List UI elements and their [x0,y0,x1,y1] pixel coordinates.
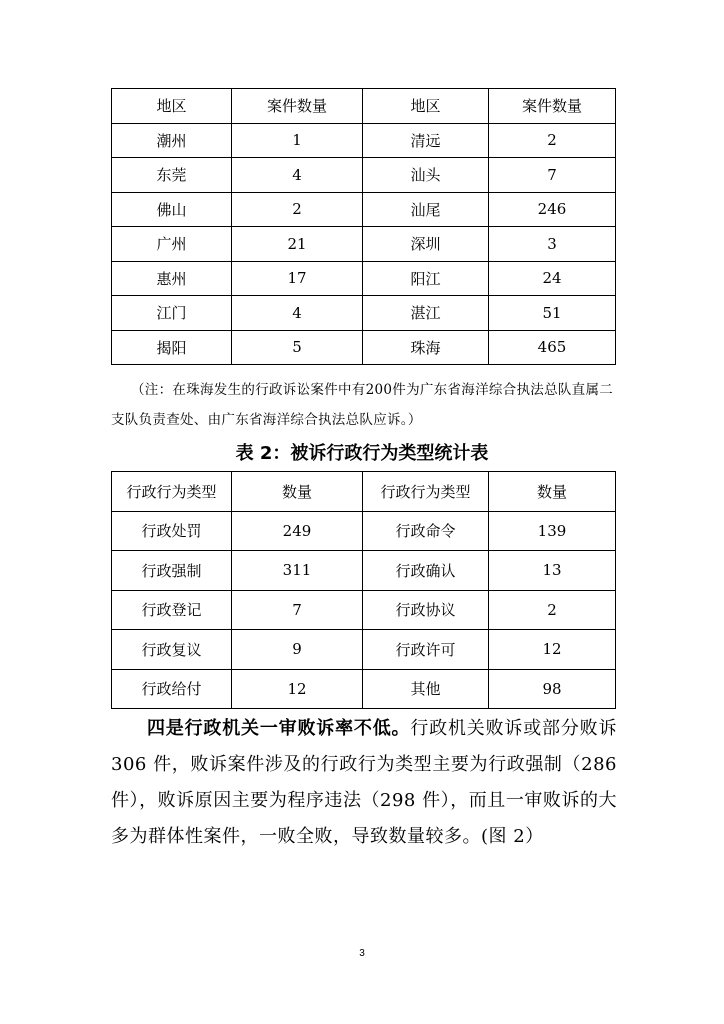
table-cell: 揭阳 [112,330,232,365]
table-cell: 行政复议 [112,630,232,670]
table-cell: 行政命令 [363,511,489,551]
table-cell: 139 [489,511,616,551]
table-cell: 9 [232,630,363,670]
table-row [112,669,616,709]
action-type-table [111,471,616,709]
table-row [112,261,616,296]
table-cell: 行政确认 [363,551,489,591]
table-cell: 2 [489,123,616,158]
table-header-cell: 数量 [489,472,616,512]
table-cell: 清远 [363,123,489,158]
page-number: 3 [359,948,365,959]
table-cell: 潮州 [112,123,232,158]
table-cell: 311 [232,551,363,591]
table-cell: 5 [232,330,363,365]
region-case-table [111,88,616,365]
table-header-cell: 地区 [363,89,489,124]
table-row [112,551,616,591]
table-cell: 惠州 [112,261,232,296]
body-paragraph [111,711,617,855]
table-cell: 465 [489,330,616,365]
table-cell: 其他 [363,669,489,709]
table-row [112,296,616,331]
table-cell: 12 [232,669,363,709]
table-row [112,192,616,227]
table-row [112,158,616,193]
table-cell: 13 [489,551,616,591]
table-cell: 7 [232,590,363,630]
table-cell: 98 [489,669,616,709]
table-cell: 249 [232,511,363,551]
table-cell: 3 [489,227,616,262]
table-cell: 4 [232,296,363,331]
table-cell: 广州 [112,227,232,262]
table-cell: 佛山 [112,192,232,227]
table-row [112,227,616,262]
table-cell: 7 [489,158,616,193]
table-header-cell: 数量 [232,472,363,512]
table-header-cell: 案件数量 [232,89,363,124]
table-cell: 行政许可 [363,630,489,670]
table-cell: 51 [489,296,616,331]
table-header-cell: 行政行为类型 [112,472,232,512]
table-row [112,630,616,670]
table-cell: 湛江 [363,296,489,331]
table-cell: 24 [489,261,616,296]
table-header-cell: 地区 [112,89,232,124]
paragraph-lead: 四是行政机关一审败诉率不低。 [147,718,411,739]
table-row [112,511,616,551]
table2-title: 表 2：被诉行政行为类型统计表 [235,443,489,464]
table-cell: 行政给付 [112,669,232,709]
table-cell: 行政强制 [112,551,232,591]
table-cell: 行政协议 [363,590,489,630]
table-cell: 阳江 [363,261,489,296]
table-cell: 2 [489,590,616,630]
table-cell: 汕尾 [363,192,489,227]
table-row [112,330,616,365]
paragraph-body: 行政机关败诉或部分败诉 306 件，败诉案件涉及的行政行为类型主要为行政强制（286 件），败诉原因主要为程序违法（298 件），而且一审败诉的大多为群体性案件，一败全败，导致数量较多。(图 2） [111,718,617,847]
table-cell: 2 [232,192,363,227]
table-cell: 珠海 [363,330,489,365]
table-cell: 汕头 [363,158,489,193]
table-note: （注：在珠海发生的行政诉讼案件中有200件为广东省海洋综合执法总队直属二支队负责查处、由广东省海洋综合执法总队应诉。） [111,382,614,428]
table-row [112,123,616,158]
table-cell: 21 [232,227,363,262]
table-cell: 行政登记 [112,590,232,630]
table-cell: 1 [232,123,363,158]
table-cell: 17 [232,261,363,296]
table-header-cell: 案件数量 [489,89,616,124]
table-cell: 12 [489,630,616,670]
table-cell: 东莞 [112,158,232,193]
table-cell: 深圳 [363,227,489,262]
table-header-cell: 行政行为类型 [363,472,489,512]
table-cell: 246 [489,192,616,227]
table-header-row [112,472,616,512]
table-row [112,590,616,630]
table-cell: 4 [232,158,363,193]
table-cell: 行政处罚 [112,511,232,551]
table-cell: 江门 [112,296,232,331]
table-header-row [112,89,616,124]
